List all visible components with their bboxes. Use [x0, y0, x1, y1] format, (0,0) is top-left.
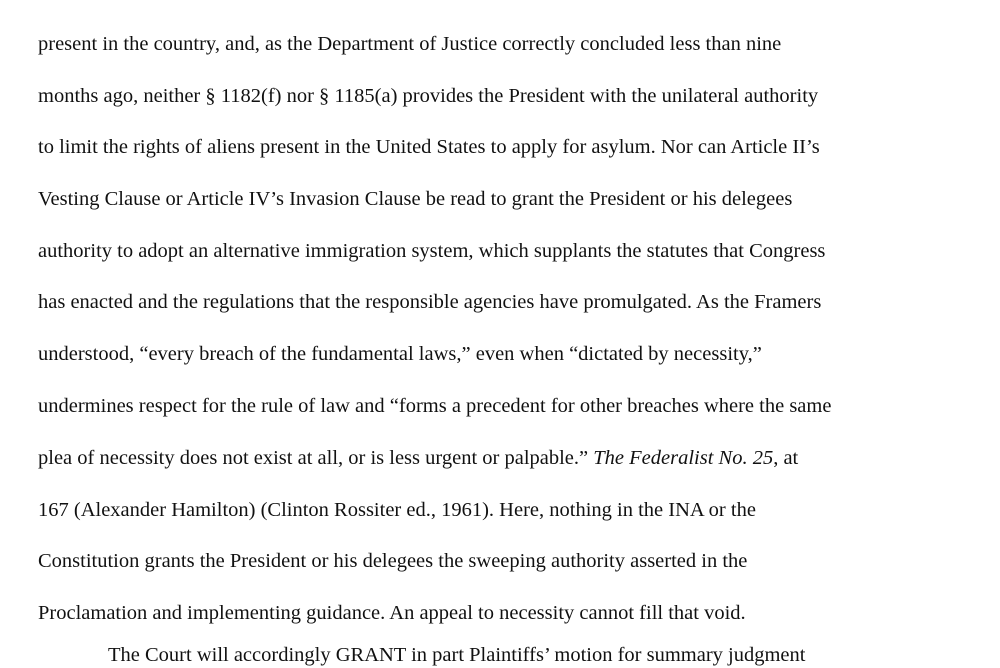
body-text-line-10: 167 (Alexander Hamilton) (Clinton Rossiter ed., 1961). Here, nothing in the INA or the: [38, 499, 756, 521]
body-text-line-12: Proclamation and implementing guidance. An appeal to necessity cannot fill that void.: [38, 602, 746, 624]
next-paragraph-cutoff: [38, 644, 858, 666]
body-text-line-1: present in the country, and, as the Department of Justice correctly concluded less than nine: [38, 33, 782, 55]
body-text-line-8: undermines respect for the rule of law and “forms a precedent for other breaches where the same: [38, 395, 832, 417]
body-text-line-13-partial: The Court will accordingly GRANT in part Plaintiffs’ motion for summary judgment: [108, 644, 806, 666]
body-text-line-3: to limit the rights of aliens present in the United States to apply for asylum. Nor can Article II’s: [38, 136, 820, 158]
line-9-tail: , at: [773, 447, 799, 469]
body-text-line-4: Vesting Clause or Article IV’s Invasion Clause be read to grant the President or his delegees: [38, 188, 793, 210]
body-text-line-2: months ago, neither § 1182(f) nor § 1185(a) provides the President with the unilateral authority: [38, 85, 819, 107]
body-text-line-7: understood, “every breach of the fundamental laws,” even when “dictated by necessity,”: [38, 343, 762, 365]
body-text-line-5: authority to adopt an alternative immigration system, which supplants the statutes that Congress: [38, 240, 826, 262]
body-text-line-9: [38, 445, 798, 471]
citation-italic: The Federalist No. 25: [593, 447, 774, 469]
body-text-line-11: Constitution grants the President or his delegees the sweeping authority asserted in the: [38, 550, 748, 572]
body-text-line-6: has enacted and the regulations that the responsible agencies have promulgated. As the Framers: [38, 291, 822, 313]
line-9-text: plea of necessity does not exist at all, or is less urgent or palpable.”: [38, 447, 594, 469]
